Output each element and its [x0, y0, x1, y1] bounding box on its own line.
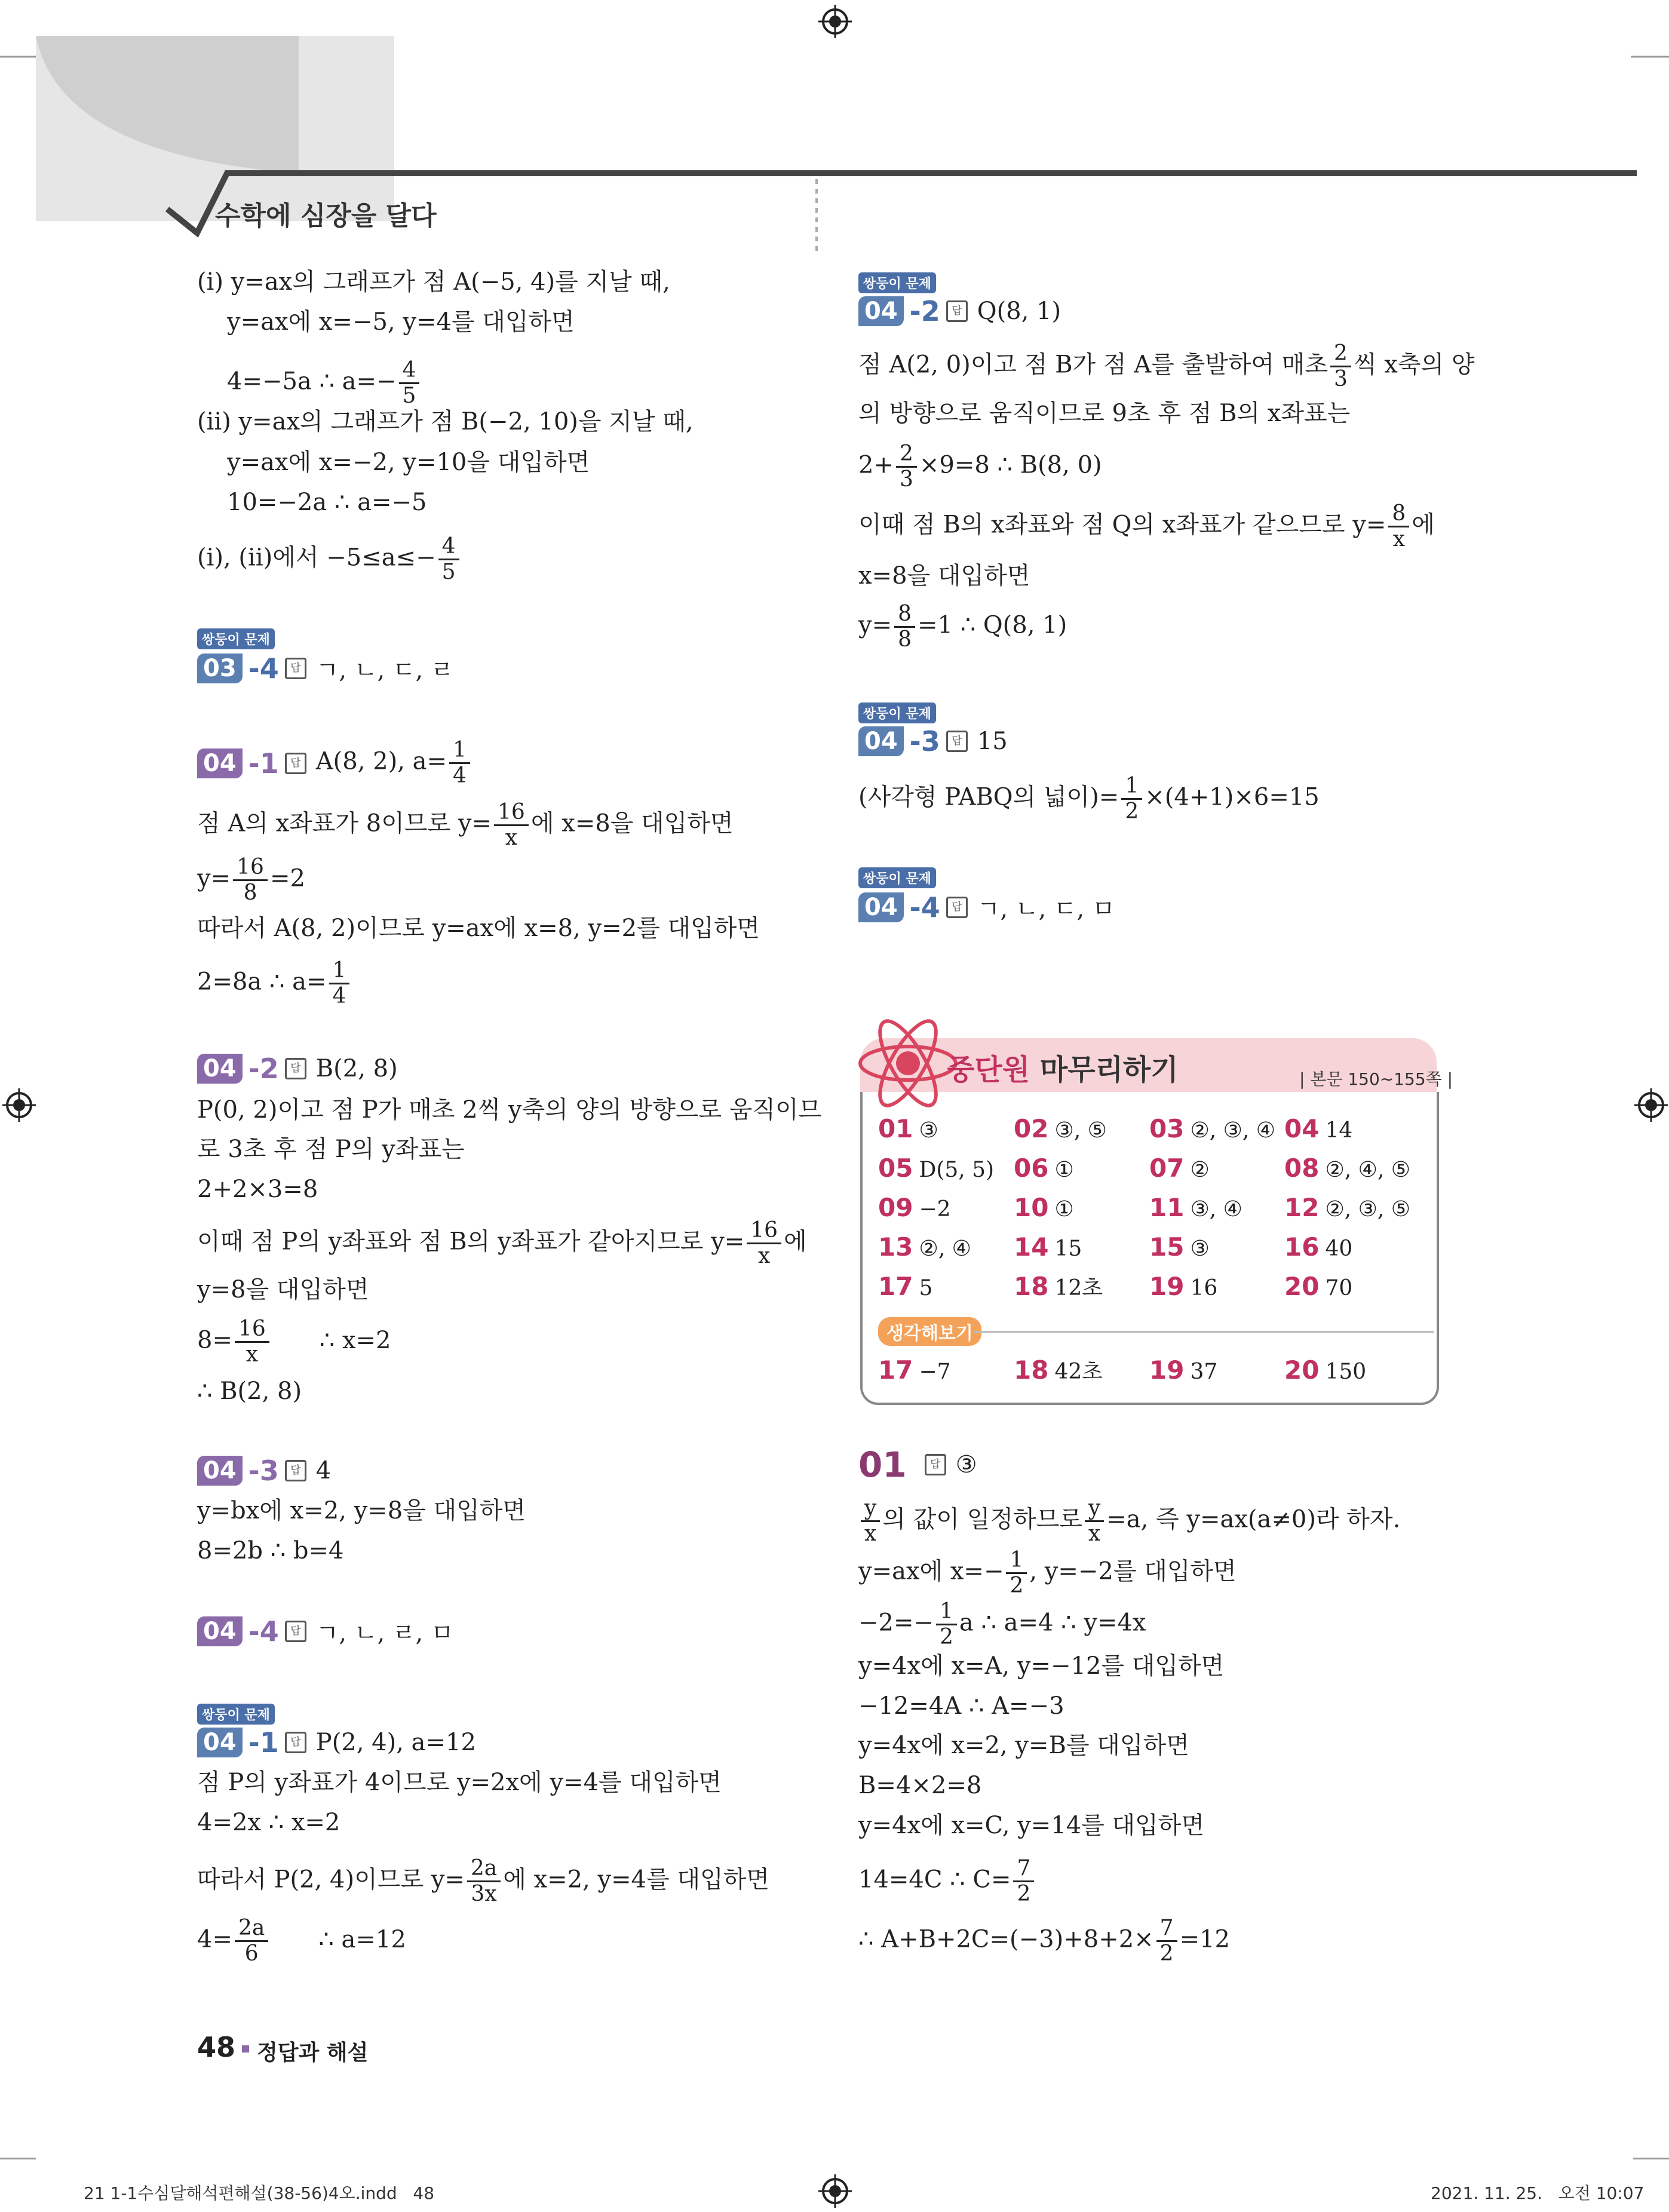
- problem-number: 04: [197, 748, 243, 778]
- summary-item-answer: 14: [1325, 1118, 1353, 1143]
- think-item-answer: 37: [1190, 1360, 1218, 1384]
- summary-item: [1284, 1116, 1352, 1144]
- line: 이때 점 P의 y좌표와 점 B의 y좌표가 같아지므로 y= $\frac{16}{x}$ 에: [197, 1218, 807, 1268]
- summary-item-number: 02: [1014, 1114, 1049, 1143]
- summary-item: [878, 1195, 951, 1223]
- twin-problem-04-4: [858, 890, 1115, 924]
- line: −12=4A ∴ A=−3: [858, 1692, 1064, 1720]
- answer-icon: 답: [285, 658, 306, 679]
- intro-line-6: 10=−2a ∴ a=−5: [227, 489, 427, 516]
- line: 2+ $\frac{2}{3}$ ×9=8 ∴ B(8, 0): [858, 441, 1102, 492]
- summary-item-answer: ③: [1190, 1237, 1210, 1261]
- answer-icon: 답: [925, 1454, 946, 1475]
- summary-range: | 본문 150∼155쪽 |: [1299, 1069, 1453, 1089]
- problem-03-4: [197, 651, 454, 685]
- intro-line-4: (ⅱ) y=ax의 그래프가 점 B(−2, 10)을 지날 때,: [197, 408, 694, 435]
- problem-04-1: [197, 738, 473, 788]
- line: y=8을 대입하면: [197, 1276, 369, 1303]
- line: $\frac{y}{x}$ 의 값이 일정하므로 $\frac{y}{x}$ =a, 즉 y=ax(a≠0)라 하자.: [858, 1496, 1400, 1546]
- line: x=8을 대입하면: [858, 562, 1030, 590]
- summary-item-answer: ①: [1054, 1158, 1074, 1182]
- answer: ㄱ, ㄴ, ㄷ, ㄹ: [315, 656, 454, 684]
- summary-item-answer: ③, ④: [1190, 1197, 1242, 1222]
- line: 의 방향으로 움직이므로 9초 후 점 B의 x좌표는: [858, 400, 1351, 427]
- solution-01: [858, 1444, 977, 1485]
- footer-rule: [0, 2158, 36, 2159]
- line: P(0, 2)이고 점 P가 매초 2씩 y축의 양의 방향으로 움직이므: [197, 1096, 822, 1124]
- answer: ③: [955, 1451, 977, 1478]
- summary-item-number: 14: [1014, 1232, 1049, 1262]
- summary-item: [1149, 1195, 1242, 1223]
- summary-item-number: 04: [1284, 1114, 1320, 1143]
- think-item: [1284, 1357, 1366, 1385]
- summary-item: [1284, 1234, 1352, 1262]
- line: 4= $\frac{2a}{6}$ ∴ a=12: [197, 1916, 406, 1966]
- problem-sub: -2: [248, 1053, 279, 1085]
- problem-number: 04: [858, 296, 904, 326]
- problem-number: 04: [197, 1616, 243, 1646]
- answer: ㄱ, ㄴ, ㄷ, ㅁ: [977, 895, 1115, 923]
- summary-item: [1284, 1274, 1352, 1302]
- summary-item-answer: 40: [1325, 1237, 1353, 1261]
- problem-number: 01: [858, 1444, 907, 1485]
- line: ∴ B(2, 8): [197, 1377, 302, 1405]
- summary-item-number: 17: [878, 1272, 913, 1301]
- problem-number: 03: [197, 654, 243, 683]
- think-item-number: 18: [1014, 1355, 1049, 1385]
- think-item-answer: 150: [1325, 1360, 1367, 1384]
- answer: ㄱ, ㄴ, ㄹ, ㅁ: [315, 1619, 454, 1647]
- summary-item-number: 11: [1149, 1193, 1185, 1222]
- think-label: 생각해보기: [878, 1317, 981, 1346]
- summary-item-answer: ②, ④: [919, 1237, 971, 1261]
- summary-item-answer: ③, ⑤: [1054, 1118, 1107, 1143]
- summary-item: [1014, 1234, 1082, 1262]
- answer-icon: 답: [946, 897, 968, 918]
- footer-bullet: [242, 2045, 249, 2053]
- summary-item-answer: ①: [1054, 1197, 1074, 1222]
- line: y=ax에 x=− $\frac{1}{2}$ , y=−2를 대입하면: [858, 1548, 1237, 1598]
- twin-problem-04-2: [858, 295, 1061, 327]
- twin-problem-badge: 쌍둥이 문제: [858, 272, 936, 293]
- twin-problem-04-1: [197, 1726, 476, 1759]
- think-item: [1014, 1357, 1103, 1385]
- answer: P(2, 4), a=12: [315, 1729, 476, 1756]
- line: 4=2x ∴ x=2: [197, 1809, 340, 1836]
- problem-sub: -2: [909, 295, 940, 327]
- summary-item-number: 20: [1284, 1272, 1320, 1301]
- intro-line-5: y=ax에 x=−2, y=10을 대입하면: [227, 449, 590, 476]
- twin-problem-badge: 쌍둥이 문제: [197, 1704, 275, 1725]
- print-date: 2021. 11. 25. 오전 10:07: [1431, 2183, 1645, 2203]
- summary-item-answer: ③: [919, 1118, 938, 1143]
- registration-mark-icon: [2, 1088, 36, 1122]
- think-item-number: 19: [1149, 1355, 1185, 1385]
- summary-item: [1014, 1195, 1074, 1223]
- intro-line-3: 4=−5a ∴ a=− $\frac{4}{5}$: [227, 358, 422, 408]
- summary-item-number: 15: [1149, 1232, 1185, 1262]
- summary-item-number: 05: [878, 1153, 913, 1183]
- problem-04-4: [197, 1614, 454, 1648]
- line: y= $\frac{16}{8}$ =2: [197, 855, 305, 905]
- summary-item: [1149, 1274, 1217, 1302]
- line: 따라서 A(8, 2)이므로 y=ax에 x=8, y=2를 대입하면: [197, 915, 760, 942]
- summary-item: [878, 1116, 938, 1144]
- answer-icon: 답: [946, 300, 968, 322]
- summary-item-number: 16: [1284, 1232, 1320, 1262]
- line: −2=− $\frac{1}{2}$ a ∴ a=4 ∴ y=4x: [858, 1599, 1146, 1649]
- intro-line-7: (ⅰ), (ⅱ)에서 −5≤a≤− $\frac{4}{5}$: [197, 535, 462, 584]
- registration-mark-icon: [1634, 1088, 1668, 1122]
- problem-sub: -1: [248, 747, 279, 780]
- page-number: 48: [197, 2031, 236, 2063]
- summary-item-number: 03: [1149, 1114, 1185, 1143]
- line: B=4×2=8: [858, 1772, 982, 1799]
- problem-04-3: [197, 1455, 331, 1487]
- summary-item: [1284, 1195, 1410, 1223]
- think-item: [1149, 1357, 1217, 1385]
- summary-item-answer: ②: [1190, 1158, 1210, 1182]
- summary-item-number: 07: [1149, 1153, 1185, 1183]
- summary-item-number: 18: [1014, 1272, 1049, 1301]
- file-info: 21 1-1수심달해석편해설(38-56)4오.indd 48: [84, 2183, 435, 2203]
- line: y=4x에 x=2, y=B를 대입하면: [858, 1732, 1189, 1759]
- think-item-answer: 42초: [1054, 1360, 1103, 1384]
- line: 점 P의 y좌표가 4이므로 y=2x에 y=4를 대입하면: [197, 1769, 722, 1796]
- footer-rule: [1633, 2158, 1669, 2159]
- line: 점 A(2, 0)이고 점 B가 점 A를 출발하여 매초 $\frac{2}{3}$ 씩 x축의 양: [858, 341, 1475, 391]
- intro-line-1: (ⅰ) y=ax의 그래프가 점 A(−5, 4)를 지날 때,: [197, 268, 670, 296]
- line: 따라서 P(2, 4)이므로 y= $\frac{2a}{3x}$ 에 x=2, y=4를 대입하면: [197, 1856, 770, 1906]
- problem-number: 04: [858, 892, 904, 922]
- summary-item-answer: 5: [919, 1276, 933, 1300]
- summary-item-answer: ②, ④, ⑤: [1325, 1158, 1411, 1182]
- line: y= $\frac{8}{8}$ =1 ∴ Q(8, 1): [858, 602, 1067, 652]
- summary-item-answer: ②, ③, ⑤: [1325, 1197, 1411, 1222]
- twin-problem-badge: 쌍둥이 문제: [858, 702, 936, 723]
- problem-04-2: [197, 1053, 398, 1085]
- summary-item-answer: 70: [1325, 1276, 1353, 1300]
- line: y=bx에 x=2, y=8을 대입하면: [197, 1497, 526, 1524]
- answer-icon: 답: [285, 1058, 306, 1079]
- answer: Q(8, 1): [977, 297, 1061, 325]
- summary-item-number: 01: [878, 1114, 913, 1143]
- summary-item-number: 09: [878, 1193, 913, 1222]
- line: 2=8a ∴ a= $\frac{1}{4}$: [197, 959, 352, 1008]
- summary-item-answer: 15: [1054, 1237, 1082, 1261]
- summary-item-number: 06: [1014, 1153, 1049, 1183]
- problem-number: 04: [197, 1456, 243, 1486]
- problem-sub: -3: [909, 725, 940, 757]
- twin-problem-04-3: [858, 725, 1008, 757]
- problem-sub: -3: [248, 1455, 279, 1487]
- line: (사각형 PABQ의 넓이)= $\frac{1}{2}$ ×(4+1)×6=15: [858, 774, 1320, 824]
- summary-item: [1014, 1155, 1074, 1183]
- summary-item: [1149, 1155, 1210, 1183]
- think-item-answer: −7: [919, 1360, 951, 1384]
- summary-item-answer: −2: [919, 1197, 951, 1222]
- answer: 4: [315, 1457, 332, 1484]
- think-item-number: 20: [1284, 1355, 1320, 1385]
- problem-number: 04: [197, 1054, 243, 1084]
- registration-mark-icon: [1, 0, 2, 1]
- answer-icon: 답: [285, 1621, 306, 1642]
- answer-icon: 답: [285, 753, 306, 774]
- answer-icon: 답: [946, 731, 968, 752]
- summary-item-number: 19: [1149, 1272, 1185, 1301]
- line: 2+2×3=8: [197, 1176, 318, 1203]
- summary-item: [878, 1274, 932, 1302]
- answer-icon: 답: [285, 1732, 306, 1753]
- summary-item-number: 08: [1284, 1153, 1320, 1183]
- line: 8= $\frac{16}{x}$ ∴ x=2: [197, 1317, 391, 1367]
- twin-problem-badge: 쌍둥이 문제: [197, 628, 275, 649]
- twin-problem-badge: 쌍둥이 문제: [858, 867, 936, 888]
- answer: A(8, 2), a= $\frac{1}{4}$: [316, 738, 473, 788]
- line: y=4x에 x=C, y=14를 대입하면: [858, 1812, 1205, 1839]
- answer: B(2, 8): [315, 1055, 398, 1082]
- problem-sub: -4: [248, 652, 279, 685]
- summary-item: [1284, 1155, 1410, 1183]
- answer: 15: [977, 728, 1008, 755]
- line: 이때 점 B의 x좌표와 점 Q의 x좌표가 같으므로 y= $\frac{8}{x}$ 에: [858, 501, 1435, 551]
- think-divider: [974, 1331, 1434, 1333]
- line: y=4x에 x=A, y=−12를 대입하면: [858, 1652, 1225, 1680]
- think-item-number: 17: [878, 1355, 913, 1385]
- footer-label: 정답과 해설: [257, 2041, 369, 2065]
- problem-sub: -4: [909, 891, 940, 924]
- registration-mark-icon: [818, 5, 852, 38]
- header-logo: 수학에 심장을 달다: [215, 201, 437, 231]
- summary-item-answer: 12초: [1054, 1276, 1103, 1300]
- summary-title: 중단원 마무리하기: [947, 1053, 1179, 1087]
- problem-sub: -1: [248, 1726, 279, 1759]
- summary-item: [878, 1234, 971, 1262]
- summary-item-number: 10: [1014, 1193, 1049, 1222]
- line: 로 3초 후 점 P의 y좌표는: [197, 1136, 465, 1163]
- summary-item-answer: ②, ③, ④: [1190, 1118, 1276, 1143]
- summary-item-answer: D(5, 5): [919, 1158, 995, 1182]
- problem-sub: -4: [248, 1615, 279, 1648]
- line: 14=4C ∴ C= $\frac{7}{2}$: [858, 1857, 1036, 1906]
- line: ∴ A+B+2C=(−3)+8+2× $\frac{7}{2}$ =12: [858, 1916, 1230, 1966]
- line: 8=2b ∴ b=4: [197, 1537, 344, 1564]
- summary-item: [1149, 1234, 1210, 1262]
- summary-item-number: 13: [878, 1232, 913, 1262]
- summary-item: [1014, 1116, 1107, 1144]
- summary-item: [878, 1155, 994, 1183]
- problem-number: 04: [197, 1728, 243, 1757]
- intro-line-2: y=ax에 x=−5, y=4를 대입하면: [227, 308, 575, 336]
- answer-icon: 답: [285, 1460, 306, 1481]
- line: 점 A의 x좌표가 8이므로 y= $\frac{16}{x}$ 에 x=8을 대입하면: [197, 800, 734, 850]
- summary-item: [1014, 1274, 1103, 1302]
- summary-item-answer: 16: [1190, 1276, 1218, 1300]
- think-item: [878, 1357, 951, 1385]
- summary-item-number: 12: [1284, 1193, 1320, 1222]
- problem-number: 04: [858, 726, 904, 756]
- summary-item: [1149, 1116, 1275, 1144]
- registration-mark-icon: [818, 2174, 852, 2208]
